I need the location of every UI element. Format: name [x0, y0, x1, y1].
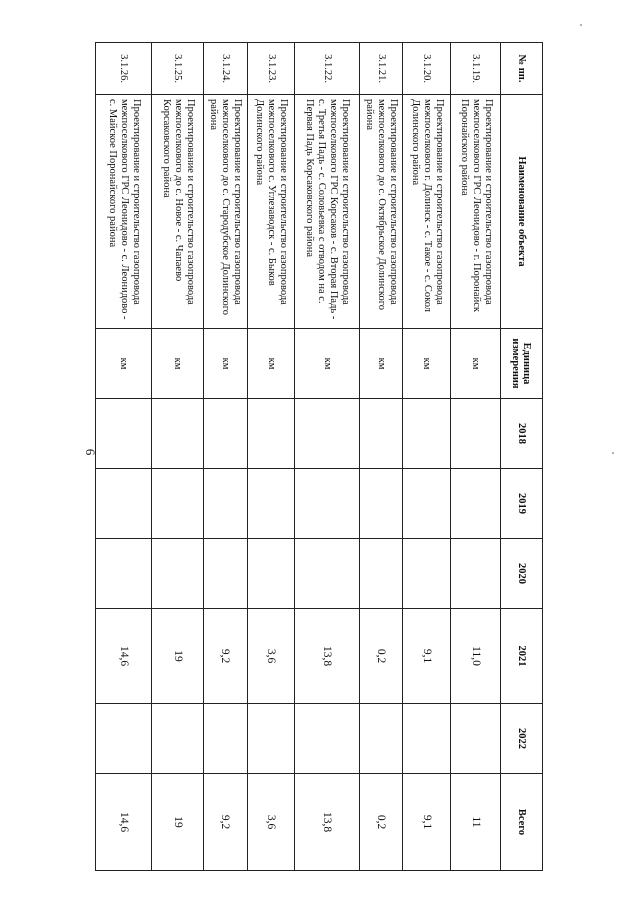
value-total: 0,2	[359, 774, 403, 871]
object-name: Проектирование и строительство газопровода межпоселкового г. Долинск - с. Такое - с. Сокол Долинского района	[403, 95, 451, 329]
value-2021: 9,2	[204, 609, 248, 704]
table-row	[403, 43, 451, 871]
value-2019	[96, 469, 152, 539]
value-2018	[295, 399, 359, 469]
value-2021: 13,8	[295, 609, 359, 704]
value-total: 13,8	[295, 774, 359, 871]
header-cell-2022: 2022	[501, 704, 543, 774]
value-total: 19	[152, 774, 204, 871]
unit-cell: км	[152, 329, 204, 399]
value-2020	[403, 539, 451, 609]
unit-cell: км	[451, 329, 501, 399]
table-row	[247, 43, 295, 871]
object-name: Проектирование и строительство газопровода межпоселкового ГРС Леонидово - с. Леонидово - с. Майское Поронайского района	[96, 95, 152, 329]
header-cell-name: Наименование объекта	[501, 95, 543, 329]
table-row	[295, 43, 359, 871]
unit-cell: км	[96, 329, 152, 399]
unit-cell: км	[403, 329, 451, 399]
value-2018	[451, 399, 501, 469]
object-name: Проектирование и строительство газопровода межпоселкового с. Углезаводск - с. Быков Долинского района	[247, 95, 295, 329]
value-2019	[403, 469, 451, 539]
row-number: 3.1.19.	[451, 43, 501, 95]
object-name: Проектирование и строительство газопровода межпоселкового до с. Новое - с. Чапаево Корсаковского района	[152, 95, 204, 329]
header-cell-2021: 2021	[501, 609, 543, 704]
value-2020	[451, 539, 501, 609]
value-2021: 11,0	[451, 609, 501, 704]
page-number: 6	[83, 448, 98, 456]
value-2022	[152, 704, 204, 774]
object-name: Проектирование и строительство газопровода межпоселкового ГРС Леонидово - г. Поронайск Поронайского района	[451, 95, 501, 329]
value-2022	[359, 704, 403, 774]
row-number: 3.1.24.	[204, 43, 248, 95]
value-2018	[96, 399, 152, 469]
value-2019	[295, 469, 359, 539]
table-row	[96, 43, 152, 871]
row-number: 3.1.25.	[152, 43, 204, 95]
value-2018	[152, 399, 204, 469]
table-row	[152, 43, 204, 871]
table-row	[451, 43, 501, 871]
value-2021: 19	[152, 609, 204, 704]
value-2020	[96, 539, 152, 609]
value-2020	[295, 539, 359, 609]
row-number: 3.1.23.	[247, 43, 295, 95]
header-cell-2020: 2020	[501, 539, 543, 609]
header-cell-num: № пп.	[501, 43, 543, 95]
value-2020	[204, 539, 248, 609]
value-2019	[152, 469, 204, 539]
value-2018	[247, 399, 295, 469]
header-cell-total: Всего	[501, 774, 543, 871]
value-2022	[403, 704, 451, 774]
scan-speck	[580, 24, 582, 26]
value-2022	[295, 704, 359, 774]
value-2019	[247, 469, 295, 539]
value-2021: 9,1	[403, 609, 451, 704]
value-total: 9,2	[204, 774, 248, 871]
object-name: Проектирование и строительство газопровода межпоселкового до с. Октябрьское Долинского района	[359, 95, 403, 329]
value-2020	[152, 539, 204, 609]
value-2022	[204, 704, 248, 774]
row-number: 3.1.22.	[295, 43, 359, 95]
value-2019	[451, 469, 501, 539]
row-number: 3.1.26.	[96, 43, 152, 95]
value-total: 11	[451, 774, 501, 871]
value-2018	[204, 399, 248, 469]
value-2022	[247, 704, 295, 774]
value-2021: 0,2	[359, 609, 403, 704]
value-2021: 3,6	[247, 609, 295, 704]
header-cell-unit: Единица измерения	[501, 329, 543, 399]
header-cell-2019: 2019	[501, 469, 543, 539]
table-header-row	[501, 43, 543, 871]
value-2021: 14,6	[96, 609, 152, 704]
table-row	[204, 43, 248, 871]
value-2018	[403, 399, 451, 469]
object-name: Проектирование и строительство газопровода межпоселкового до с. Стародубское Долинского района	[204, 95, 248, 329]
value-2019	[359, 469, 403, 539]
row-number: 3.1.20.	[403, 43, 451, 95]
unit-cell: км	[204, 329, 248, 399]
object-name: Проектирование и строительство газопровода межпоселкового ГРС Корсаков - с. Вторая Падь - с. Третья Падь - с. Соловьевка с отводом на с. Первая Падь Корсаковского района	[295, 95, 359, 329]
value-total: 9,1	[403, 774, 451, 871]
value-2018	[359, 399, 403, 469]
objects-table	[95, 42, 543, 871]
value-total: 14,6	[96, 774, 152, 871]
value-2020	[247, 539, 295, 609]
value-2020	[359, 539, 403, 609]
value-2022	[96, 704, 152, 774]
header-cell-2018: 2018	[501, 399, 543, 469]
value-2022	[451, 704, 501, 774]
unit-cell: км	[359, 329, 403, 399]
table-container	[95, 42, 543, 870]
unit-cell: км	[295, 329, 359, 399]
row-number: 3.1.21.	[359, 43, 403, 95]
table-row	[359, 43, 403, 871]
unit-cell: км	[247, 329, 295, 399]
value-2019	[204, 469, 248, 539]
value-total: 3,6	[247, 774, 295, 871]
scan-speck	[612, 452, 614, 454]
